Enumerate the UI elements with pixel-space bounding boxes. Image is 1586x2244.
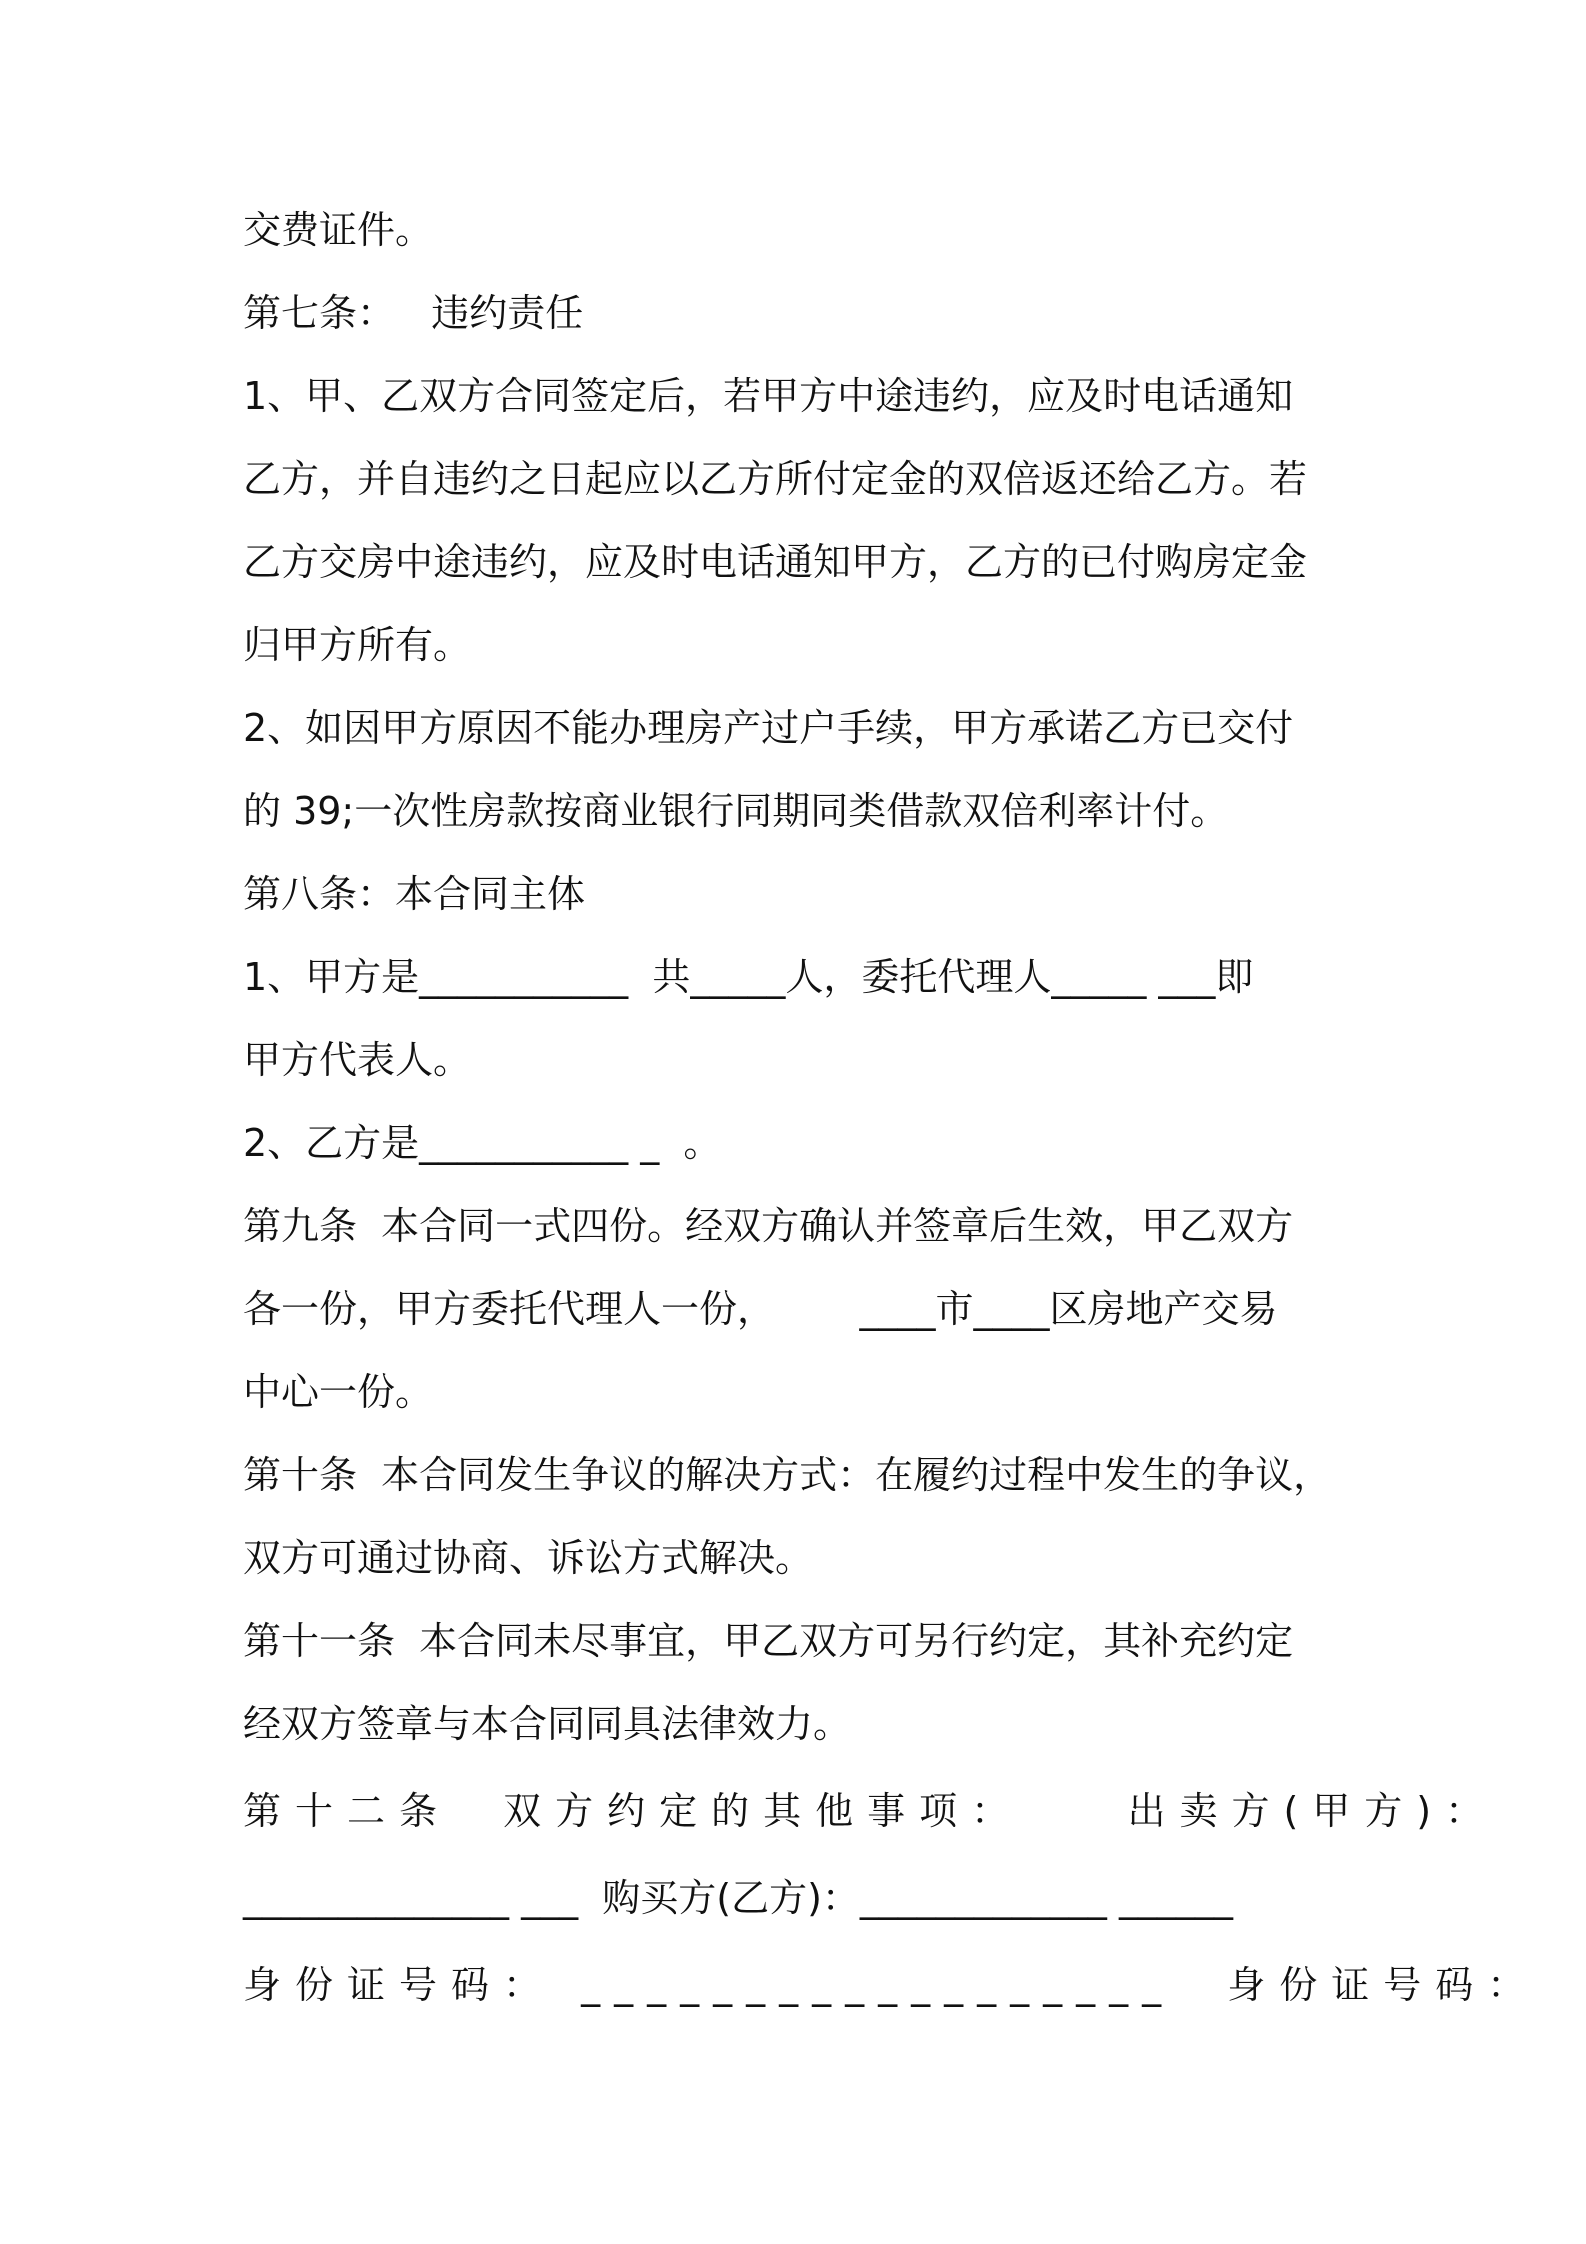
text-line: 乙方交房中途违约，应及时电话通知甲方，乙方的已付购房定金: [243, 540, 1308, 584]
text-line: 第九条 本合同一式四份。经双方确认并签章后生效，甲乙双方: [243, 1204, 1294, 1248]
text-line: 乙方，并自违约之日起应以乙方所付定金的双倍返还给乙方。若: [243, 457, 1308, 501]
text-line: 各一份，甲方委托代理人一份， ____市____区房地产交易: [243, 1287, 1278, 1331]
text-line: 经双方签章与本合同同具法律效力。: [243, 1702, 852, 1746]
id-number-line: 身份证号码： __________________ 身份证号码：: [243, 1963, 1540, 2007]
text-line: 第十条 本合同发生争议的解决方式：在履约过程中发生的争议，: [243, 1453, 1332, 1497]
text-line: 第十一条 本合同未尽事宜，甲乙双方可另行约定，其补充约定: [243, 1619, 1294, 1663]
text-line: 1、甲、乙双方合同签定后，若甲方中途违约，应及时电话通知: [243, 374, 1294, 418]
text-line: 2、如因甲方原因不能办理房产过户手续，甲方承诺乙方已交付: [243, 706, 1294, 750]
text-line: 中心一份。: [243, 1370, 434, 1414]
text-line: 第十二条 双方约定的其他事项： 出卖方(甲方)：: [243, 1789, 1498, 1833]
article-heading: 第七条： 违约责任: [243, 291, 584, 335]
text-line: 2、乙方是___________ _ 。: [243, 1121, 722, 1165]
text-line: 甲方代表人。: [243, 1038, 472, 1082]
article-heading: 第八条：本合同主体: [243, 872, 586, 916]
text-line: 双方可通过协商、诉讼方式解决。: [243, 1536, 814, 1580]
text-line: 1、甲方是___________ 共_____人，委托代理人_____ ___即: [243, 955, 1254, 999]
text-line: 交费证件。: [243, 208, 434, 252]
text-line: 的 39;一次性房款按商业银行同期同类借款双倍利率计付。: [243, 789, 1229, 833]
signature-line: ______________ ___ 购买方(乙方)：_____________ ______: [243, 1876, 1233, 1920]
text-line: 归甲方所有。: [243, 623, 472, 667]
